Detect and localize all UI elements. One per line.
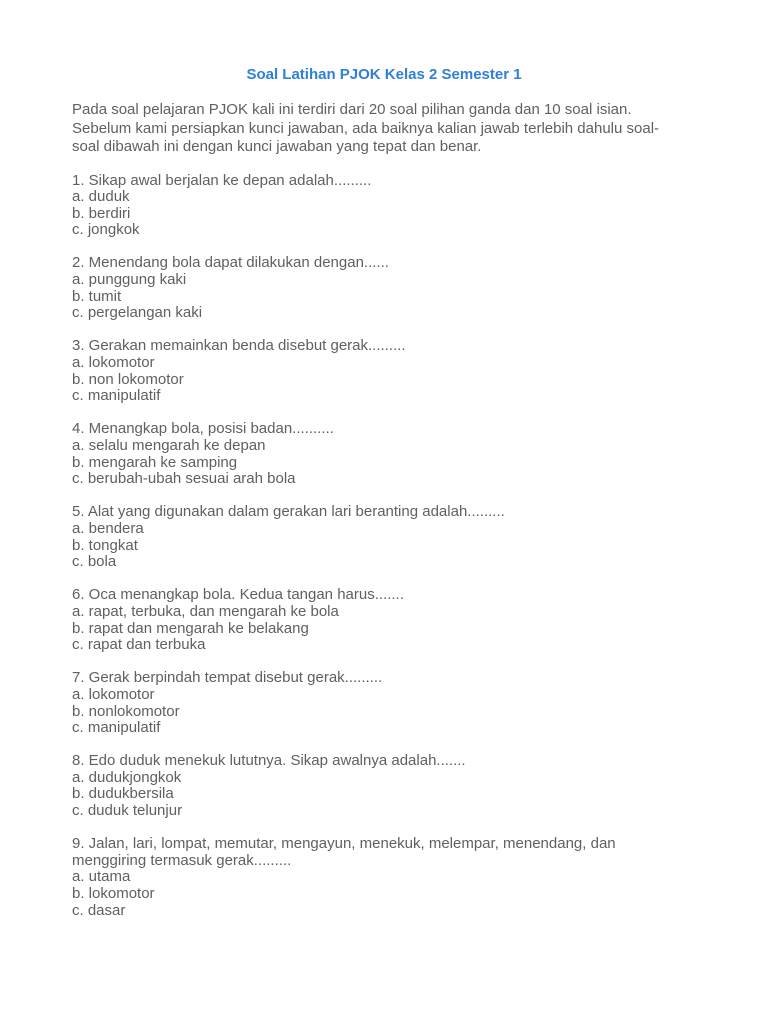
question-3-option-b: b. non lokomotor bbox=[72, 370, 184, 388]
document-title: Soal Latihan PJOK Kelas 2 Semester 1 bbox=[246, 66, 522, 83]
question-1-stem: 1. Sikap awal berjalan ke depan adalah......... bbox=[72, 171, 372, 189]
question-block-3 bbox=[72, 338, 702, 404]
question-9-stem-line-1: 9. Jalan, lari, lompat, memutar, mengayun, menekuk, melempar, menendang, dan bbox=[72, 835, 616, 853]
question-6-stem: 6. Oca menangkap bola. Kedua tangan harus....... bbox=[72, 586, 404, 604]
question-1-option-a: a. duduk bbox=[72, 188, 130, 206]
question-list bbox=[72, 173, 702, 920]
question-2-option-a: a. punggung kaki bbox=[72, 271, 187, 289]
question-block-7 bbox=[72, 670, 702, 736]
question-8-option-b: b. dudukbersila bbox=[72, 785, 174, 803]
question-block-8 bbox=[72, 753, 702, 819]
question-4-stem: 4. Menangkap bola, posisi badan.......... bbox=[72, 420, 334, 438]
question-block-6 bbox=[72, 587, 702, 653]
question-block-5 bbox=[72, 504, 702, 570]
question-9-stem-line-2: menggiring termasuk gerak......... bbox=[72, 851, 292, 869]
question-1-option-b: b. berdiri bbox=[72, 204, 131, 222]
question-4-option-c: c. berubah-ubah sesuai arah bola bbox=[72, 470, 296, 488]
question-5-option-a: a. bendera bbox=[72, 519, 144, 537]
question-block-9 bbox=[72, 836, 702, 919]
question-3-stem: 3. Gerakan memainkan benda disebut gerak......... bbox=[72, 337, 406, 355]
question-block-4 bbox=[72, 421, 702, 487]
question-7-option-b: b. nonlokomotor bbox=[72, 702, 180, 720]
question-3-option-c: c. manipulatif bbox=[72, 387, 161, 405]
question-7-option-c: c. manipulatif bbox=[72, 719, 161, 737]
question-8-option-a: a. dudukjongkok bbox=[72, 768, 182, 786]
question-block-2 bbox=[72, 255, 702, 321]
question-6-option-b: b. rapat dan mengarah ke belakang bbox=[72, 619, 309, 637]
intro-line-2: Sebelum kami persiapkan kunci jawaban, ada baiknya kalian jawab terlebih dahulu soal- bbox=[72, 119, 660, 137]
question-6-option-a: a. rapat, terbuka, dan mengarah ke bola bbox=[72, 602, 339, 620]
question-9-option-c: c. dasar bbox=[72, 901, 126, 919]
intro-line-1: Pada soal pelajaran PJOK kali ini terdiri dari 20 soal pilihan ganda dan 10 soal isian. bbox=[72, 101, 632, 118]
question-4-option-a: a. selalu mengarah ke depan bbox=[72, 437, 266, 454]
question-2-option-c: c. pergelangan kaki bbox=[72, 304, 203, 322]
question-2-option-b: b. tumit bbox=[72, 287, 122, 305]
question-5-stem: 5. Alat yang digunakan dalam gerakan lari beranting adalah......... bbox=[72, 503, 505, 521]
question-4-option-b: b. mengarah ke samping bbox=[72, 453, 238, 471]
question-2-stem: 2. Menendang bola dapat dilakukan dengan...... bbox=[72, 254, 389, 272]
intro-paragraph bbox=[72, 101, 702, 157]
question-1-option-c: c. jongkok bbox=[72, 221, 140, 239]
question-7-stem: 7. Gerak berpindah tempat disebut gerak......... bbox=[72, 669, 383, 687]
intro-line-3: soal dibawah ini dengan kunci jawaban yang tepat dan benar. bbox=[72, 138, 482, 155]
question-9-option-b: b. lokomotor bbox=[72, 885, 155, 903]
question-3-option-a: a. lokomotor bbox=[72, 354, 155, 372]
question-6-option-c: c. rapat dan terbuka bbox=[72, 636, 206, 654]
question-block-1 bbox=[72, 173, 702, 239]
question-8-option-c: c. duduk telunjur bbox=[72, 802, 183, 820]
question-9-option-a: a. utama bbox=[72, 868, 131, 886]
question-5-option-c: c. bola bbox=[72, 553, 117, 571]
question-7-option-a: a. lokomotor bbox=[72, 685, 155, 703]
question-8-stem: 8. Edo duduk menekuk lututnya. Sikap awalnya adalah....... bbox=[72, 752, 466, 770]
question-5-option-b: b. tongkat bbox=[72, 536, 138, 554]
